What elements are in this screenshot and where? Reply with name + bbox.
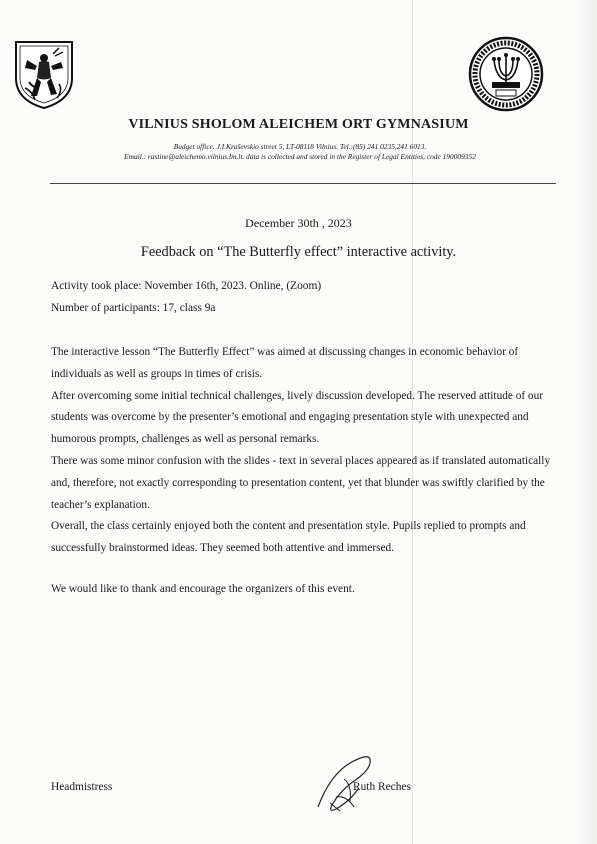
- letter-date: December 30th , 2023: [245, 216, 352, 230]
- body-paragraph: After overcoming some initial technical challenges, lively discussion developed. The reserved attitude of our students was overcome by the presenter’s emotional and engaging presentation style with unexpected and humorous prompts, challenges as well as personal remarks.: [51, 389, 543, 446]
- activity-line: Activity took place: November 16th, 2023. Online, (Zoom): [51, 280, 322, 292]
- signer-role: Headmistress: [51, 781, 113, 793]
- school-name-heading: VILNIUS SHOLOM ALEICHEM ORT GYMNASIUM: [128, 117, 469, 132]
- body-paragraph: Overall, the class certainly enjoyed both the content and presentation style. Pupils replied to prompts and successfully brainstormed ideas. They seemed both attentive and immersed.: [51, 520, 526, 555]
- address-line: Budget office. J.I.Kraševskio street 5, LT-08118 Vilnius. Tel.:(85) 241 0235,241 6013.: [173, 142, 427, 151]
- signer-name: Ruth Reches: [353, 781, 411, 793]
- participants-line: Number of participants: 17, class 9a: [51, 302, 216, 314]
- contact-line: Email.: rastine@aleichemo.vilnius.lm.lt. data is collected and stored in the Register of Legal Entities, code 190009352: [124, 152, 476, 161]
- body-paragraph: There was some minor confusion with the slides - text in several places appeared as if translated automatically and, therefore, not exactly corresponding to presentation content, yet that blunder was swiftly clarified by the teacher’s explanation.: [51, 454, 551, 511]
- letter-title: Feedback on “The Butterfly effect” interactive activity.: [140, 244, 457, 260]
- vilnius-coat-of-arms-icon: [13, 38, 75, 110]
- letter-body: [51, 342, 551, 560]
- body-paragraph: The interactive lesson “The Butterfly Effect” was aimed at discussing changes in economic behavior of individuals as well as groups in times of crisis.: [51, 346, 519, 380]
- closing-line: We would like to thank and encourage the organizers of this event.: [51, 583, 355, 595]
- letterhead-divider: [50, 183, 556, 184]
- school-round-seal-icon: [468, 36, 544, 112]
